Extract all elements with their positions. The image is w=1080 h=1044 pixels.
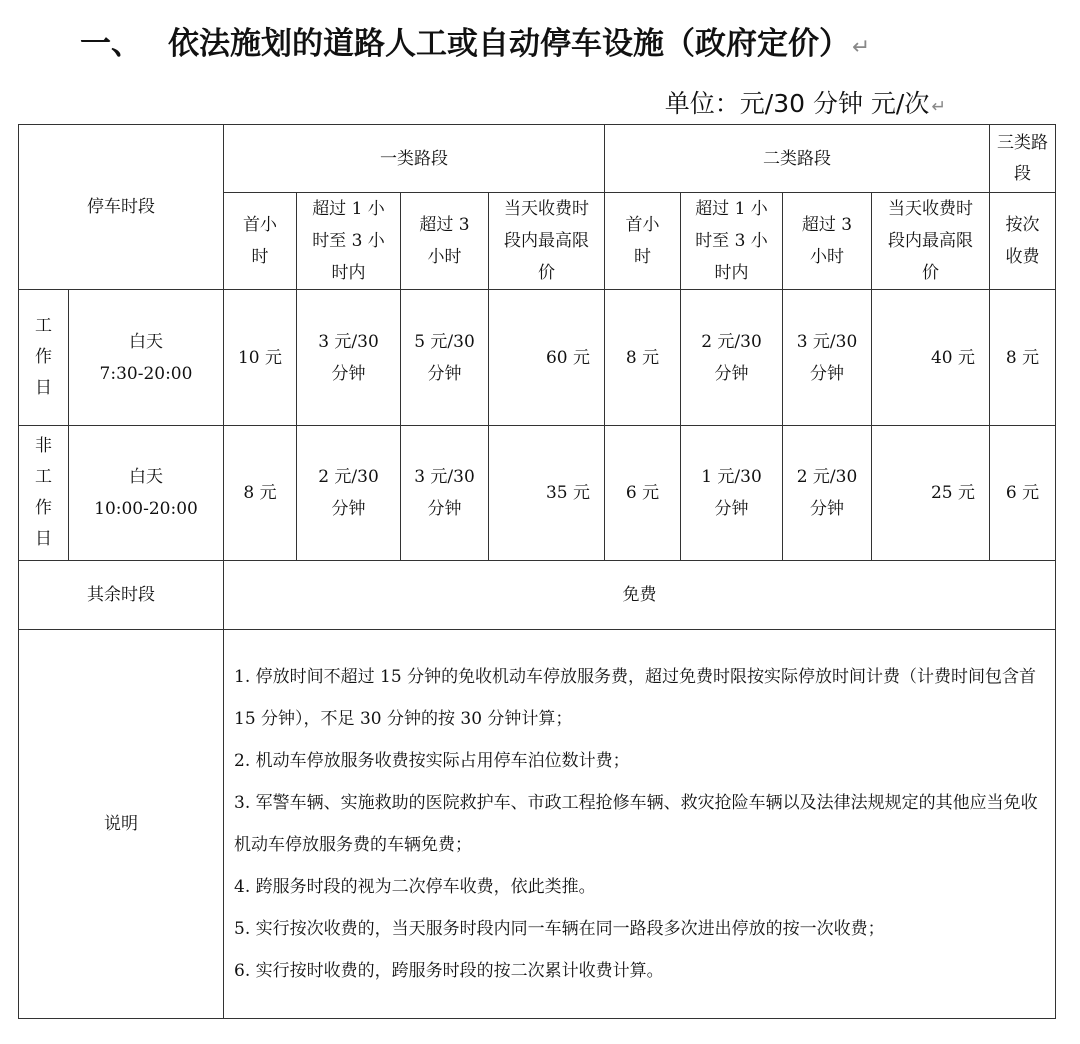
period-time: 7:30-20:00 <box>99 363 193 384</box>
s2-first-hour-cell: 6 元 <box>605 426 681 561</box>
note-item: 5. 实行按次收费的，当天服务时段内同一车辆在同一路段多次进出停放的按一次收费； <box>234 919 885 939</box>
unit-label <box>665 84 946 124</box>
s2-daily-max-cell: 25 元 <box>872 426 990 561</box>
s1-one-to-three-cell: 2 元/30 分钟 <box>297 426 401 561</box>
unit-text: 单位：元/30 分钟 元/次 <box>664 89 930 118</box>
s1-first-hour-cell: 8 元 <box>224 426 297 561</box>
notes-label: 说明 <box>19 630 224 1019</box>
paragraph-mark-icon: ↵ <box>931 97 946 117</box>
s2-over-three-cell: 2 元/30 分钟 <box>783 426 872 561</box>
s1-daily-max-cell: 35 元 <box>489 426 605 561</box>
table-header-row <box>19 125 1056 193</box>
parking-fee-table <box>18 124 1056 1019</box>
s1-over-three-header: 超过 3 小时 <box>401 193 489 290</box>
time-period-header: 停车时段 <box>19 125 224 290</box>
s2-over-three-header: 超过 3 小时 <box>783 193 872 290</box>
title-text: 依法施划的道路人工或自动停车设施（政府定价） <box>168 26 850 62</box>
s1-over-three-cell: 5 元/30 分钟 <box>401 290 489 426</box>
s1-one-to-three-cell: 3 元/30 分钟 <box>297 290 401 426</box>
row-period <box>69 426 224 561</box>
s1-daily-max-cell: 60 元 <box>489 290 605 426</box>
note-item: 6. 实行按时收费的，跨服务时段的按二次累计收费计算。 <box>234 961 664 981</box>
note-item: 2. 机动车停放服务收费按实际占用停车泊位数计费； <box>234 751 630 771</box>
note-item: 4. 跨服务时段的视为二次停车收费，依此类推。 <box>234 877 596 897</box>
period-label: 白天 <box>129 467 163 487</box>
notes-row <box>19 630 1056 1019</box>
s2-over-three-cell: 3 元/30 分钟 <box>783 290 872 426</box>
s2-daily-max-cell: 40 元 <box>872 290 990 426</box>
section3-header: 三类路段 <box>990 125 1056 193</box>
table-row <box>19 426 1056 561</box>
section1-header: 一类路段 <box>224 125 605 193</box>
row-category: 非工作日 <box>19 426 69 561</box>
s2-one-to-three-cell: 2 元/30 分钟 <box>681 290 783 426</box>
section2-header: 二类路段 <box>605 125 990 193</box>
note-item: 1. 停放时间不超过 15 分钟的免收机动车停放服务费，超过免费时限按实际停放时间计费（计费时间包含首 15 分钟），不足 30 分钟的按 30 分钟计算； <box>234 667 1037 729</box>
paragraph-mark-icon: ↵ <box>852 35 871 60</box>
s3-per-time-cell: 6 元 <box>990 426 1056 561</box>
period-label: 白天 <box>129 331 163 352</box>
period-time: 10:00-20:00 <box>94 499 198 519</box>
s2-daily-max-header: 当天收费时段内最高限价 <box>872 193 990 290</box>
table-row <box>19 290 1056 426</box>
row-category: 工作日 <box>19 290 69 426</box>
s2-one-to-three-header: 超过 1 小时至 3 小时内 <box>681 193 783 290</box>
s2-first-hour-cell: 8 元 <box>605 290 681 426</box>
note-item: 3. 军警车辆、实施救助的医院救护车、市政工程抢修车辆、救灾抢险车辆以及法律法规规定的其他应当免收机动车停放服务费的车辆免费； <box>234 793 1038 855</box>
s2-first-hour-header: 首小时 <box>605 193 681 290</box>
other-periods-value: 免费 <box>224 561 1056 630</box>
notes-content <box>224 630 1056 1019</box>
s2-one-to-three-cell: 1 元/30 分钟 <box>681 426 783 561</box>
s1-first-hour-header: 首小时 <box>224 193 297 290</box>
page-title <box>80 18 870 70</box>
s1-over-three-cell: 3 元/30 分钟 <box>401 426 489 561</box>
row-period <box>69 290 224 426</box>
s1-one-to-three-header: 超过 1 小时至 3 小时内 <box>297 193 401 290</box>
s1-daily-max-header: 当天收费时段内最高限价 <box>489 193 605 290</box>
title-number: 一、 <box>80 26 142 62</box>
s3-per-time-cell: 8 元 <box>990 290 1056 426</box>
s1-first-hour-cell: 10 元 <box>224 290 297 426</box>
other-periods-row <box>19 561 1056 630</box>
other-periods-label: 其余时段 <box>19 561 224 630</box>
s3-per-time-header: 按次收费 <box>990 193 1056 290</box>
